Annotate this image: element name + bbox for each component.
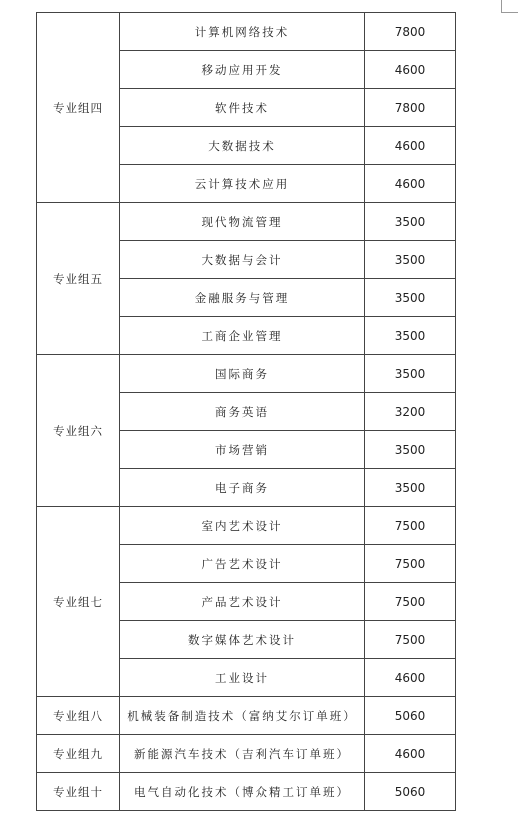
table-row	[37, 203, 456, 241]
major-name-cell: 商务英语	[120, 393, 365, 431]
fee-cell: 4600	[365, 659, 456, 697]
fee-cell: 7500	[365, 583, 456, 621]
group-name-cell: 专业组七	[37, 507, 120, 697]
fee-cell: 4600	[365, 165, 456, 203]
group-name-cell: 专业组十	[37, 773, 120, 811]
major-name-cell: 金融服务与管理	[120, 279, 365, 317]
major-name-cell: 电气自动化技术（博众精工订单班）	[120, 773, 365, 811]
table-row	[37, 773, 456, 811]
major-name-cell: 新能源汽车技术（吉利汽车订单班）	[120, 735, 365, 773]
fee-cell: 4600	[365, 127, 456, 165]
table-row	[37, 697, 456, 735]
fee-cell: 3200	[365, 393, 456, 431]
major-name-cell: 移动应用开发	[120, 51, 365, 89]
page-corner-mark	[501, 0, 518, 13]
major-name-cell: 现代物流管理	[120, 203, 365, 241]
group-name-cell: 专业组五	[37, 203, 120, 355]
major-name-cell: 广告艺术设计	[120, 545, 365, 583]
major-name-cell: 工业设计	[120, 659, 365, 697]
fee-cell: 3500	[365, 279, 456, 317]
major-name-cell: 机械装备制造技术（富纳艾尔订单班）	[120, 697, 365, 735]
fee-cell: 5060	[365, 773, 456, 811]
fee-table	[36, 12, 456, 811]
fee-cell: 7800	[365, 13, 456, 51]
group-name-cell: 专业组六	[37, 355, 120, 507]
fee-cell: 7500	[365, 545, 456, 583]
table-row	[37, 735, 456, 773]
major-name-cell: 计算机网络技术	[120, 13, 365, 51]
table-row	[37, 13, 456, 51]
major-name-cell: 大数据与会计	[120, 241, 365, 279]
fee-cell: 4600	[365, 51, 456, 89]
fee-cell: 3500	[365, 469, 456, 507]
major-name-cell: 国际商务	[120, 355, 365, 393]
fee-cell: 5060	[365, 697, 456, 735]
fee-cell: 3500	[365, 355, 456, 393]
fee-table-body	[37, 13, 456, 811]
fee-cell: 3500	[365, 203, 456, 241]
major-name-cell: 电子商务	[120, 469, 365, 507]
major-name-cell: 产品艺术设计	[120, 583, 365, 621]
major-name-cell: 市场营销	[120, 431, 365, 469]
major-name-cell: 大数据技术	[120, 127, 365, 165]
table-row	[37, 355, 456, 393]
fee-cell: 7500	[365, 621, 456, 659]
fee-cell: 3500	[365, 317, 456, 355]
major-name-cell: 室内艺术设计	[120, 507, 365, 545]
table-row	[37, 507, 456, 545]
fee-cell: 4600	[365, 735, 456, 773]
major-name-cell: 软件技术	[120, 89, 365, 127]
fee-cell: 3500	[365, 241, 456, 279]
group-name-cell: 专业组八	[37, 697, 120, 735]
group-name-cell: 专业组九	[37, 735, 120, 773]
fee-cell: 7500	[365, 507, 456, 545]
fee-cell: 7800	[365, 89, 456, 127]
fee-cell: 3500	[365, 431, 456, 469]
group-name-cell: 专业组四	[37, 13, 120, 203]
major-name-cell: 云计算技术应用	[120, 165, 365, 203]
major-name-cell: 数字媒体艺术设计	[120, 621, 365, 659]
major-name-cell: 工商企业管理	[120, 317, 365, 355]
